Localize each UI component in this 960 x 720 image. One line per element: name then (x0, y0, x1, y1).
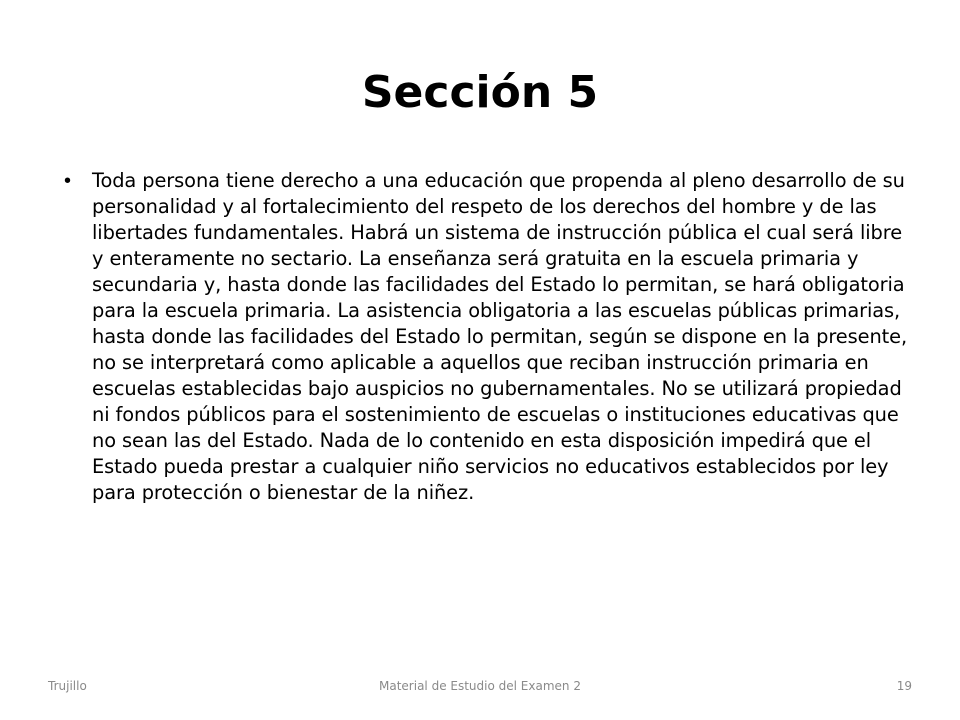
footer-title: Material de Estudio del Examen 2 (379, 679, 581, 693)
bullet-marker: • (64, 170, 72, 192)
bullet-list (64, 168, 912, 506)
slide-title: Sección 5 (361, 67, 599, 118)
bullet-text: Toda persona tiene derecho a una educación que propenda al pleno desarrollo de su personalidad y al fortalecimiento del respeto de los derechos del hombre y de las libertades fundamentales. Habrá un sistema de instrucción pública el cual será libre y enteramente no sectario. La enseñanza será gratuita en la escuela primaria y secundaria y, hasta donde las facilidades del Estado lo permitan, se hará obligatoria para la escuela primaria. La asistencia obligatoria a las escuelas públicas primarias, hasta donde las facilidades del Estado lo permitan, según se dispone en la presente, no se interpretará como aplicable a aquellos que reciban instrucción primaria en escuelas establecidas bajo auspicios no gubernamentales. No se utilizará propiedad ni fondos públicos para el sostenimiento de escuelas o instituciones educativas que no sean las del Estado. Nada de lo contenido en esta disposición impedirá que el Estado pueda prestar a cualquier niño servicios no educativos establecidos por ley para protección o bienestar de la niñez. (92, 169, 908, 504)
bullet-item (64, 168, 912, 506)
footer-author: Trujillo (48, 679, 87, 693)
footer-page-number: 19 (896, 679, 912, 693)
